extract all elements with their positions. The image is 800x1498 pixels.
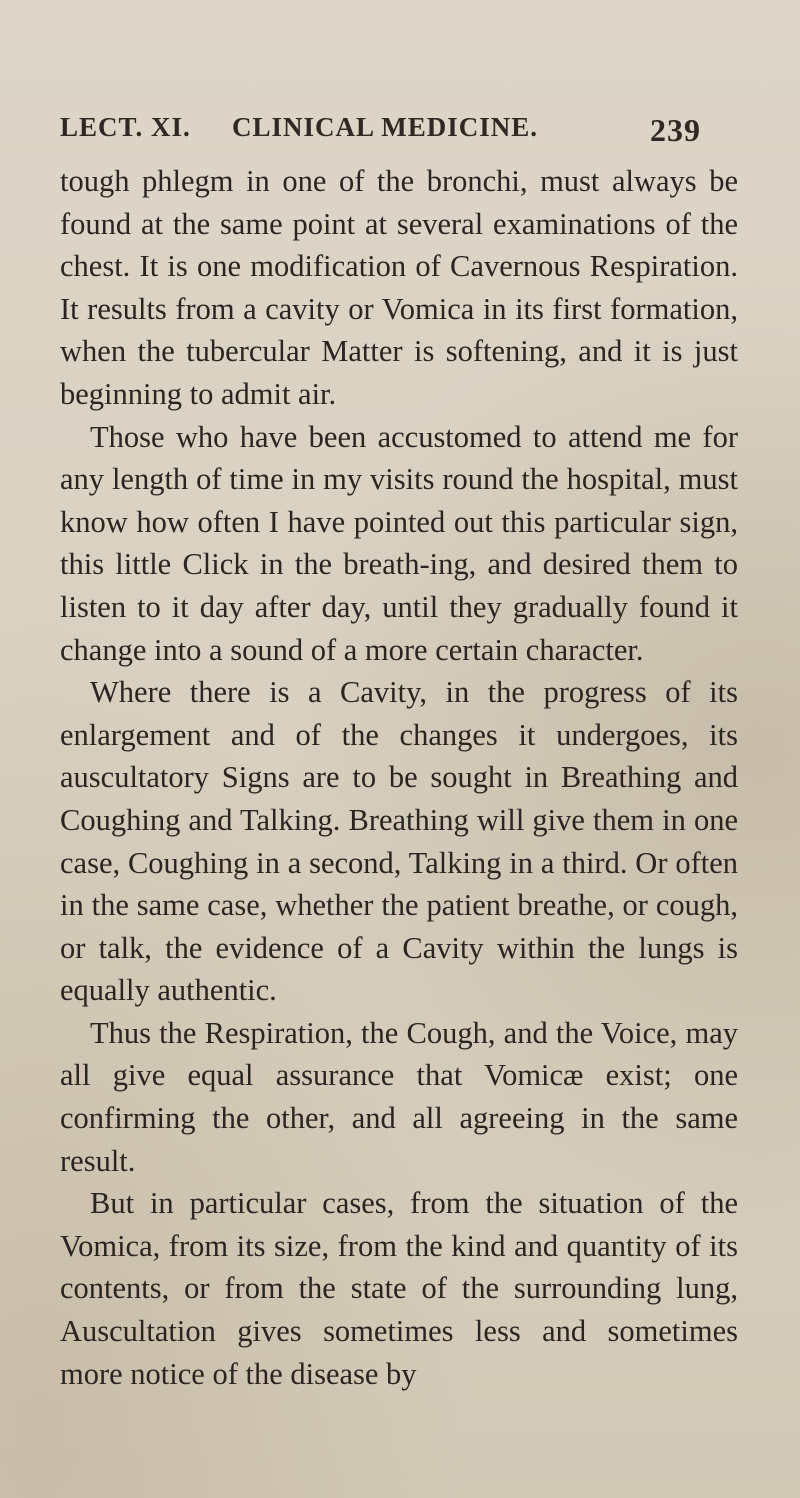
paragraph-2: Those who have been accustomed to attend me for any length of time in my visits round the hospital, must know how often I have pointed out this particular sign, this little Click in the breath-ing, and desired them to listen to it day after day, until they gradually found it change into a sound of a more certain character. xyxy=(60,419,738,667)
paragraph-4: Thus the Respiration, the Cough, and the Voice, may all give equal assurance that Vomicæ exist; one confirming the other, and all agreeing in the same result. xyxy=(60,1015,738,1178)
paragraph-5: But in particular cases, from the situation of the Vomica, from its size, from the kind and quantity of its contents, or from the state of the surrounding lung, Auscultation gives sometimes less and sometimes more notice of the disease by xyxy=(60,1186,738,1391)
running-header xyxy=(60,112,740,152)
lecture-number: LECT. XI. xyxy=(60,112,191,142)
paragraph-1: tough phlegm in one of the bronchi, must always be found at the same point at several examinations of the chest. It is one modification of Cavernous Respiration. It results from a cavity or Vomica in its first formation, when the tubercular Matter is softening, and it is just beginning to admit air. xyxy=(60,164,738,411)
book-title: CLINICAL MEDICINE. xyxy=(232,112,539,142)
body-text xyxy=(60,160,738,1395)
page-number: 239 xyxy=(650,112,701,148)
paragraph-3: Where there is a Cavity, in the progress of its enlargement and of the changes it undergoes, its auscultatory Signs are to be sought in Breathing and Coughing and Talking. Breathing will give them in one case, Coughing in a second, Talking in a third. Or often in the same case, whether the patient breathe, or cough, or talk, the evidence of a Cavity within the lungs is equally authentic. xyxy=(60,675,738,1008)
